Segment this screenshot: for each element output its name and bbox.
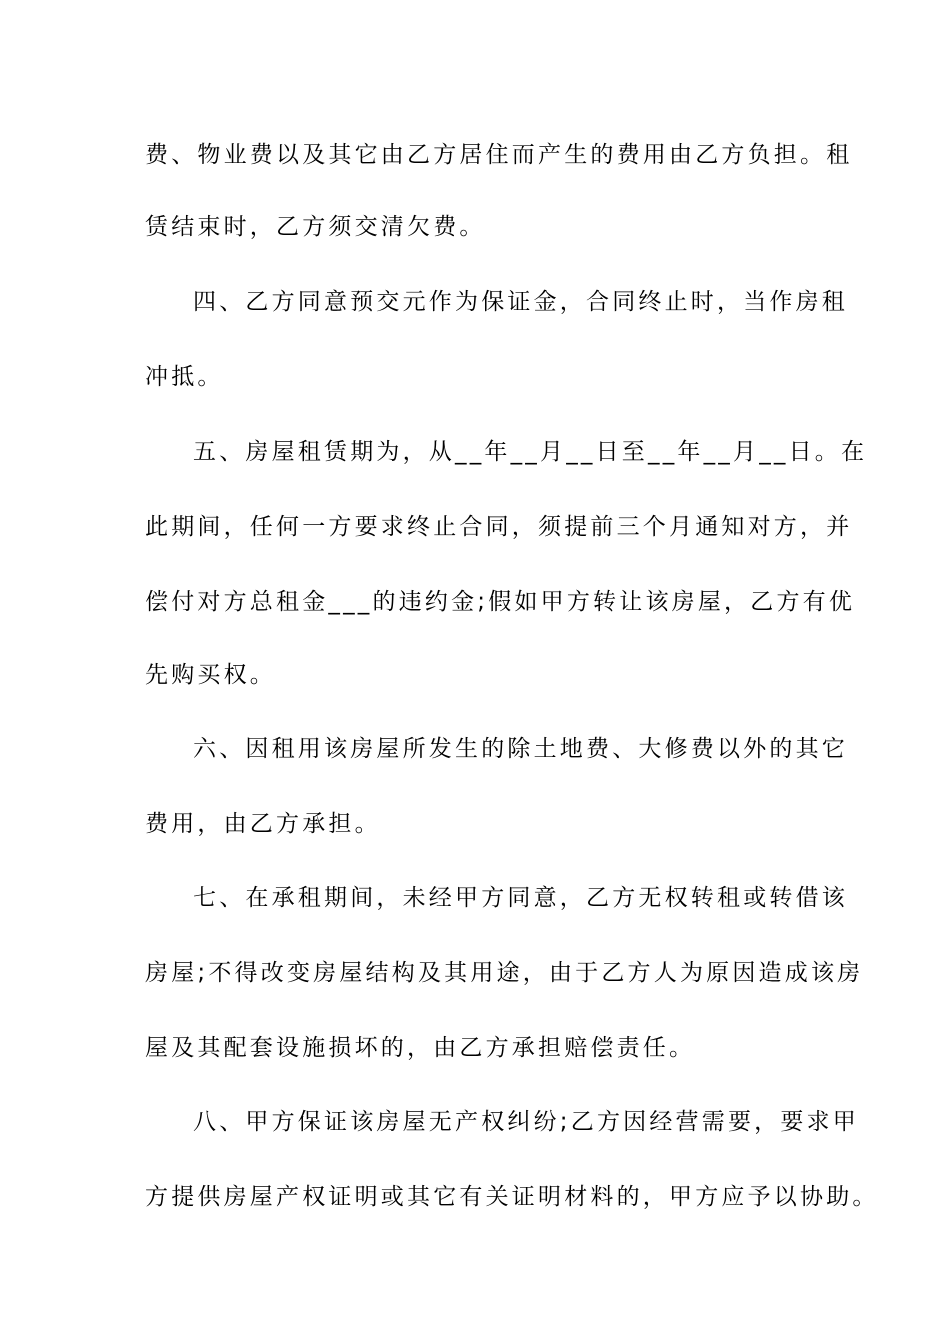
text-line: 屋及其配套设施损坏的，由乙方承担赔偿责任。 bbox=[145, 1035, 696, 1061]
text-line: 此期间，任何一方要求终止合同，须提前三个月通知对方，并 bbox=[145, 514, 853, 540]
text-line: 方提供房屋产权证明或其它有关证明材料的，甲方应予以协助。 bbox=[145, 1184, 879, 1210]
text-line: 先购买权。 bbox=[145, 662, 276, 688]
paragraph-4-line: 四、乙方同意预交元作为保证金，合同终止时，当作房租 bbox=[193, 289, 848, 315]
text-line: 房屋;不得改变房屋结构及其用途，由于乙方人为原因造成该房 bbox=[145, 960, 864, 986]
paragraph-7-line: 七、在承租期间，未经甲方同意，乙方无权转租或转借该 bbox=[193, 885, 848, 911]
paragraph-5-line: 五、房屋租赁期为，从__年__月__日至__年__月__日。在 bbox=[193, 439, 868, 465]
text-line: 冲抵。 bbox=[145, 364, 224, 390]
paragraph-8-line: 八、甲方保证该房屋无产权纠纷;乙方因经营需要，要求甲 bbox=[193, 1109, 859, 1135]
paragraph-6-line: 六、因租用该房屋所发生的除土地费、大修费以外的其它 bbox=[193, 736, 848, 762]
text-line: 费、物业费以及其它由乙方居住而产生的费用由乙方负担。租 bbox=[145, 142, 853, 168]
text-line: 赁结束时，乙方须交清欠费。 bbox=[145, 214, 486, 240]
text-line: 费用，由乙方承担。 bbox=[145, 811, 381, 837]
text-line: 偿付对方总租金___的违约金;假如甲方转让该房屋，乙方有优 bbox=[145, 589, 856, 615]
